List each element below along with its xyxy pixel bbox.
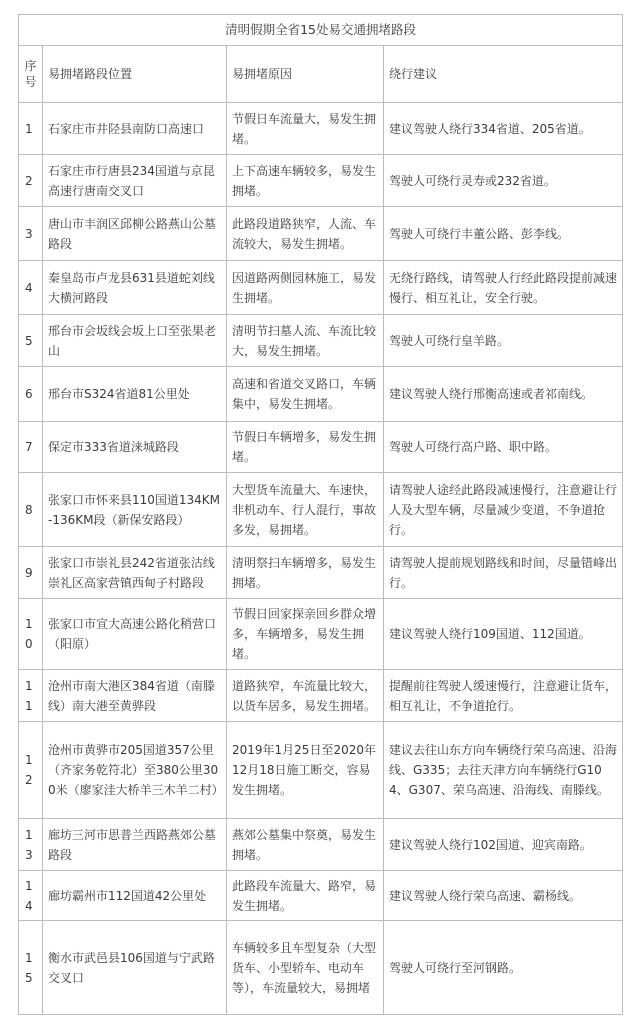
table-row xyxy=(19,921,623,1015)
row-no: 4 xyxy=(19,261,43,315)
table-row xyxy=(19,670,623,722)
row-location: 保定市333省道涞城路段 xyxy=(43,422,227,473)
row-no: 1 xyxy=(19,103,43,155)
row-advice: 请驾驶人途经此路段减速慢行，注意避让行人及大型车辆，尽量减少变道，不争道抢行。 xyxy=(384,473,623,547)
row-reason: 节假日车辆增多，易发生拥堵。 xyxy=(227,422,384,473)
row-advice: 无绕行路线，请驾驶人行经此路段提前减速慢行、相互礼让，安全行驶。 xyxy=(384,261,623,315)
row-location: 邢台市会坂线会坂上口至张果老山 xyxy=(43,315,227,367)
row-reason: 2019年1月25日至2020年12月18日施工断交，容易发生拥堵。 xyxy=(227,722,384,819)
header-no: 序号 xyxy=(19,46,43,103)
table-row xyxy=(19,207,623,261)
table-row xyxy=(19,155,623,207)
row-reason: 清明祭扫车辆增多，易发生拥堵。 xyxy=(227,547,384,599)
row-location: 衡水市武邑县106国道与宁武路交叉口 xyxy=(43,921,227,1015)
row-location: 石家庄市行唐县234国道与京昆高速行唐南交叉口 xyxy=(43,155,227,207)
table-row xyxy=(19,722,623,819)
row-no: 11 xyxy=(19,670,43,722)
row-no: 12 xyxy=(19,722,43,819)
row-reason: 节假日车流量大，易发生拥堵。 xyxy=(227,103,384,155)
table-row xyxy=(19,871,623,921)
row-advice: 建议去往山东方向车辆绕行荣乌高速、沿海线、G335；去往天津方向车辆绕行G104、G307、荣乌高速、沿海线、南滕线。 xyxy=(384,722,623,819)
row-advice: 驾驶人可绕行皇羊路。 xyxy=(384,315,623,367)
row-advice: 建议驾驶人绕行109国道、112国道。 xyxy=(384,599,623,670)
row-advice: 建议驾驶人绕行邢衡高速或者祁南线。 xyxy=(384,367,623,422)
row-advice: 建议驾驶人绕行荣乌高速、霸杨线。 xyxy=(384,871,623,921)
row-reason: 车辆较多且车型复杂（大型货车、小型轿车、电动车等），车流量较大，易拥堵 xyxy=(227,921,384,1015)
row-no: 3 xyxy=(19,207,43,261)
row-reason: 燕郊公墓集中祭奠，易发生拥堵。 xyxy=(227,819,384,871)
row-reason: 此路段道路狭窄，人流、车流较大，易发生拥堵。 xyxy=(227,207,384,261)
row-location: 张家口市崇礼县242省道张沽线崇礼区高家营镇西甸子村路段 xyxy=(43,547,227,599)
table-row xyxy=(19,819,623,871)
row-reason: 因道路两侧园林施工，易发生拥堵。 xyxy=(227,261,384,315)
row-advice: 提醒前往驾驶人缓速慢行，注意避让货车，相互礼让，不争道抢行。 xyxy=(384,670,623,722)
table-row xyxy=(19,473,623,547)
row-location: 张家口市怀来县110国道134KM-136KM段（新保安路段） xyxy=(43,473,227,547)
table-row xyxy=(19,261,623,315)
table-row xyxy=(19,103,623,155)
table-row xyxy=(19,599,623,670)
congestion-table xyxy=(18,14,623,1015)
header-row xyxy=(19,46,623,103)
table-title: 清明假期全省15处易交通拥堵路段 xyxy=(19,15,623,46)
row-advice: 驾驶人可绕行至河钢路。 xyxy=(384,921,623,1015)
table-row xyxy=(19,422,623,473)
row-no: 10 xyxy=(19,599,43,670)
row-location: 廊坊霸州市112国道42公里处 xyxy=(43,871,227,921)
table-row xyxy=(19,315,623,367)
table-row xyxy=(19,367,623,422)
row-location: 张家口市宣大高速公路化稍营口（阳原） xyxy=(43,599,227,670)
row-advice: 驾驶人可绕行灵寿或232省道。 xyxy=(384,155,623,207)
row-no: 6 xyxy=(19,367,43,422)
row-reason: 清明节扫墓人流、车流比较大，易发生拥堵。 xyxy=(227,315,384,367)
row-location: 沧州市黄骅市205国道357公里（齐家务乾符北）至380公里300米（廖家洼大桥羊三木羊二村） xyxy=(43,722,227,819)
header-reason: 易拥堵原因 xyxy=(227,46,384,103)
row-advice: 驾驶人可绕行丰董公路、彭李线。 xyxy=(384,207,623,261)
row-no: 13 xyxy=(19,819,43,871)
row-reason: 高速和省道交叉路口，车辆集中，易发生拥堵。 xyxy=(227,367,384,422)
row-no: 5 xyxy=(19,315,43,367)
row-location: 廊坊三河市思普兰西路燕郊公墓路段 xyxy=(43,819,227,871)
row-advice: 驾驶人可绕行高户路、职中路。 xyxy=(384,422,623,473)
row-no: 9 xyxy=(19,547,43,599)
row-no: 2 xyxy=(19,155,43,207)
row-reason: 道路狭窄，车流量比较大，以货车居多，易发生拥堵。 xyxy=(227,670,384,722)
row-no: 15 xyxy=(19,921,43,1015)
row-no: 8 xyxy=(19,473,43,547)
row-location: 邢台市S324省道81公里处 xyxy=(43,367,227,422)
row-reason: 大型货车流量大、车速快，非机动车、行人混行，事故多发，易拥堵。 xyxy=(227,473,384,547)
row-no: 7 xyxy=(19,422,43,473)
header-location: 易拥堵路段位置 xyxy=(43,46,227,103)
row-location: 唐山市丰润区邱柳公路燕山公墓路段 xyxy=(43,207,227,261)
header-advice: 绕行建议 xyxy=(384,46,623,103)
row-location: 石家庄市井陉县南防口高速口 xyxy=(43,103,227,155)
row-location: 秦皇岛市卢龙县631县道蛇刘线大横河路段 xyxy=(43,261,227,315)
row-advice: 请驾驶人提前规划路线和时间，尽量错峰出行。 xyxy=(384,547,623,599)
row-advice: 建议驾驶人绕行102国道、迎宾南路。 xyxy=(384,819,623,871)
row-no: 14 xyxy=(19,871,43,921)
row-location: 沧州市南大港区384省道（南滕线）南大港至黄骅段 xyxy=(43,670,227,722)
row-reason: 此路段车流量大、路窄，易发生拥堵。 xyxy=(227,871,384,921)
table-row xyxy=(19,547,623,599)
row-reason: 节假日回家探亲回乡群众增多，车辆增多，易发生拥堵。 xyxy=(227,599,384,670)
row-advice: 建议驾驶人绕行334省道、205省道。 xyxy=(384,103,623,155)
row-reason: 上下高速车辆较多，易发生拥堵。 xyxy=(227,155,384,207)
